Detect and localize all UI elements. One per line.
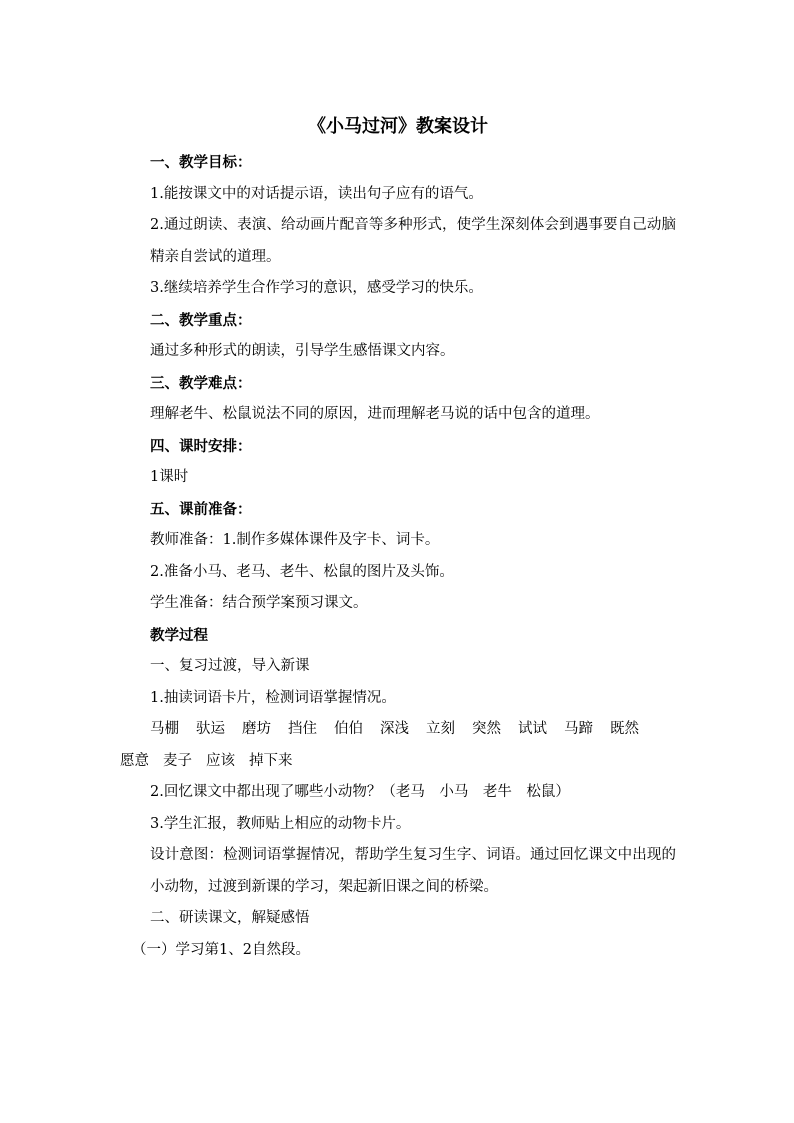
vocabulary-word: 伯伯 [334, 721, 363, 737]
section-heading: 一、教学目标： [150, 154, 252, 171]
vocabulary-word: 磨坊 [242, 721, 271, 737]
vocabulary-line-1 [120, 714, 676, 746]
vocabulary-word: 驮运 [196, 721, 225, 737]
paragraph-line: 1.能按课文中的对话提示语，读出句子应有的语气。 [150, 185, 483, 202]
paragraph-line: 1.抽读词语卡片，检测词语掌握情况。 [150, 689, 396, 706]
paragraph-line: 3.继续培养学生合作学习的意识，感受学习的快乐。 [150, 280, 483, 296]
vocabulary-words [120, 714, 676, 777]
paragraph-line: 设计意图：检测词语掌握情况，帮助学生复习生字、词语。通过回忆课文中出现的小动物，过渡到新课的学习，架起新旧课之间的桥梁。 [150, 847, 676, 895]
section-heading: 四、课时安排： [150, 437, 252, 455]
paragraph-line: 教师准备：1.制作多媒体课件及字卡、词卡。 [150, 532, 440, 548]
vocabulary-word: 麦子 [163, 752, 192, 769]
vocabulary-word: 应该 [206, 752, 235, 769]
section-heading: 二、教学重点： [150, 311, 252, 329]
section-block-1 [120, 147, 676, 714]
document-title: 《小马过河》教案设计 [308, 116, 488, 137]
vocabulary-word: 既然 [610, 721, 639, 737]
paragraph-line: 一、复习过渡，导入新课 [150, 658, 310, 674]
vocabulary-line-2 [120, 746, 676, 778]
vocabulary-word: 愿意 [120, 752, 149, 769]
paragraph-line: （一）学习第1、2自然段。 [132, 941, 310, 958]
document-body [120, 113, 676, 966]
vocabulary-word: 立刻 [426, 721, 455, 737]
section-block-2 [120, 777, 676, 966]
paragraph-line: 3.学生汇报，教师贴上相应的动物卡片。 [150, 815, 411, 832]
paragraph-line: 2.回忆课文中都出现了哪些小动物？（老马 小马 老牛 松鼠） [150, 784, 570, 800]
section-heading: 三、教学难点： [150, 374, 252, 392]
paragraph-line: 通过多种形式的朗读，引导学生感悟课文内容。 [150, 343, 455, 359]
section-heading: 教学过程 [150, 626, 208, 644]
paragraph-line: 学生准备：结合预学案预习课文。 [150, 595, 368, 611]
section-heading: 五、课前准备： [150, 500, 252, 518]
vocabulary-word: 试试 [518, 721, 547, 737]
paragraph-line: 二、研读课文，解疑感悟 [150, 910, 310, 926]
vocabulary-word: 马蹄 [564, 721, 593, 737]
vocabulary-word: 挡住 [288, 721, 317, 737]
vocabulary-word: 马棚 [150, 721, 179, 737]
paragraph-line: 2.准备小马、老马、老牛、松鼠的图片及头饰。 [150, 563, 454, 580]
vocabulary-word: 掉下来 [249, 752, 293, 769]
paragraph-line: 理解老牛、松鼠说法不同的原因，进而理解老马说的话中包含的道理。 [150, 406, 600, 422]
paragraph-line: 1课时 [150, 469, 189, 485]
paragraph-line: 2.通过朗读、表演、给动画片配音等多种形式，使学生深刻体会到遇事要自己动脑精亲自尝试的道理。 [150, 217, 676, 265]
vocabulary-word: 深浅 [380, 721, 409, 737]
vocabulary-word: 突然 [472, 721, 501, 737]
